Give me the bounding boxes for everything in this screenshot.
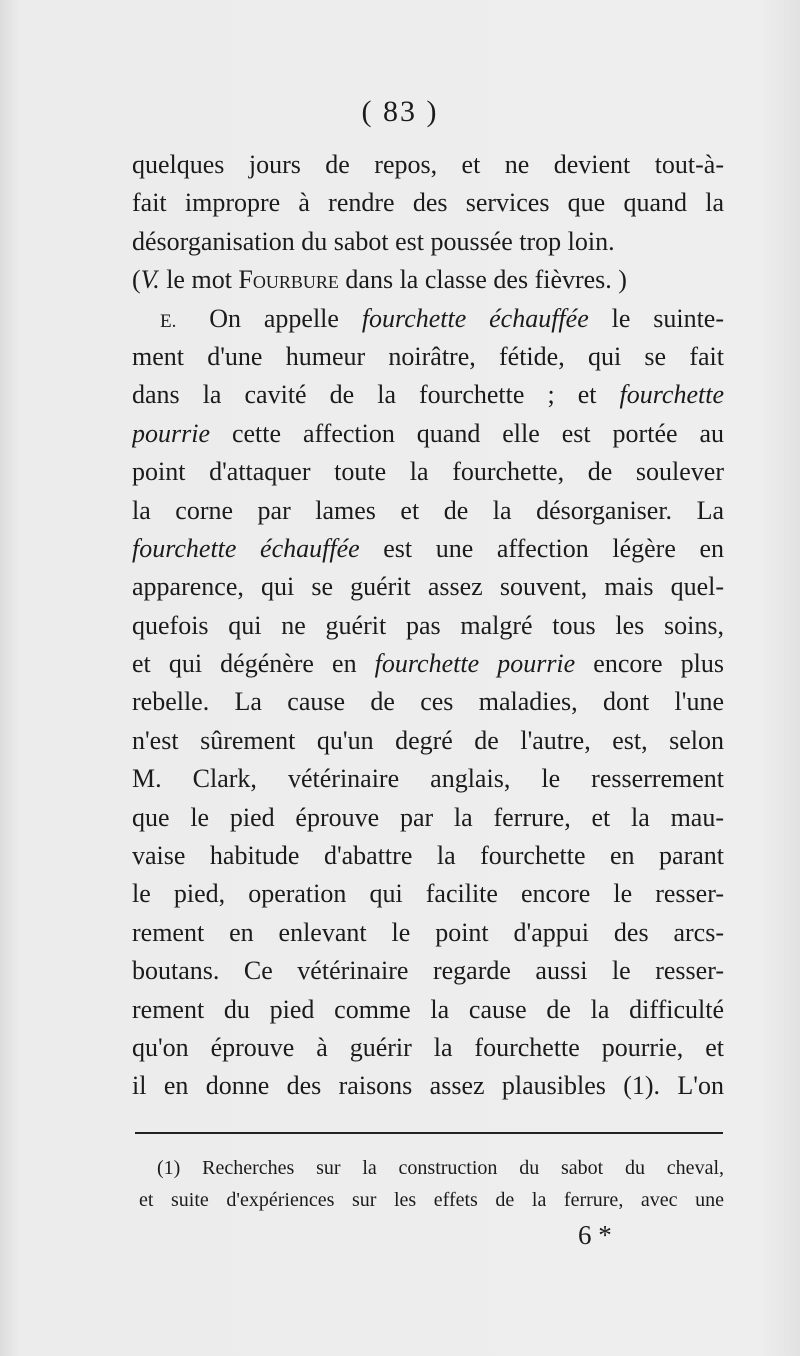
text-line: rement en enlevant le point d'appui des arcs- bbox=[132, 917, 724, 947]
text-line: ment d'une humeur noirâtre, fétide, qui se fait bbox=[132, 341, 724, 371]
text-line: (V. le mot Fourbure dans la classe des fièvres. ) bbox=[132, 265, 627, 295]
text-line: boutans. Ce vétérinaire regarde aussi le resser- bbox=[132, 956, 724, 986]
text-line: quefois qui ne guérit pas malgré tous les soins, bbox=[132, 610, 724, 640]
text-line: et qui dégénère en fourchette pourrie encore plus bbox=[132, 649, 724, 679]
text-line: qu'on éprouve à guérir la fourchette pourrie, et bbox=[132, 1032, 724, 1062]
text-line: M. Clark, vétérinaire anglais, le resserrement bbox=[132, 764, 724, 794]
text-line: pourrie cette affection quand elle est portée au bbox=[132, 418, 724, 448]
text-line: la corne par lames et de la désorganiser. La bbox=[132, 495, 724, 525]
text-line: quelques jours de repos, et ne devient tout-à- bbox=[132, 150, 724, 179]
section-letter: E. bbox=[160, 310, 177, 332]
footnote-line: et suite d'expériences sur les effets de la ferrure, avec une bbox=[139, 1189, 724, 1211]
text-line: il en donne des raisons assez plausibles (1). L'on bbox=[132, 1071, 724, 1101]
page-number: ( 83 ) bbox=[361, 95, 439, 128]
text-line: fait impropre à rendre des services que quand la bbox=[132, 188, 724, 218]
text-line: dans la cavité de la fourchette ; et fourchette bbox=[132, 380, 724, 410]
signature-mark: 6 * bbox=[578, 1220, 612, 1250]
text-line: n'est sûrement qu'un degré de l'autre, est, selon bbox=[132, 725, 724, 755]
text-line: vaise habitude d'abattre la fourchette en parant bbox=[132, 841, 724, 871]
text-line: le pied, operation qui facilite encore le resser- bbox=[132, 879, 724, 909]
text-line: rement du pied comme la cause de la difficulté bbox=[132, 994, 724, 1024]
text-line: que le pied éprouve par la ferrure, et la mau- bbox=[132, 802, 724, 832]
footnote bbox=[139, 1152, 724, 1216]
footnote-line: (1) Recherches sur la construction du sabot du cheval, bbox=[157, 1157, 724, 1179]
text-line: point d'attaquer toute la fourchette, de soulever bbox=[132, 457, 724, 487]
text-line: rebelle. La cause de ces maladies, dont l'une bbox=[132, 687, 724, 717]
footnote-rule bbox=[135, 1132, 723, 1134]
body-text bbox=[132, 146, 724, 1106]
text-line: E. On appelle fourchette échauffée le suinte- bbox=[160, 303, 724, 333]
text-line: désorganisation du sabot est poussée trop loin. bbox=[132, 226, 615, 256]
text-line: apparence, qui se guérit assez souvent, mais quel- bbox=[132, 572, 724, 602]
text-line: fourchette échauffée est une affection légère en bbox=[132, 533, 724, 563]
